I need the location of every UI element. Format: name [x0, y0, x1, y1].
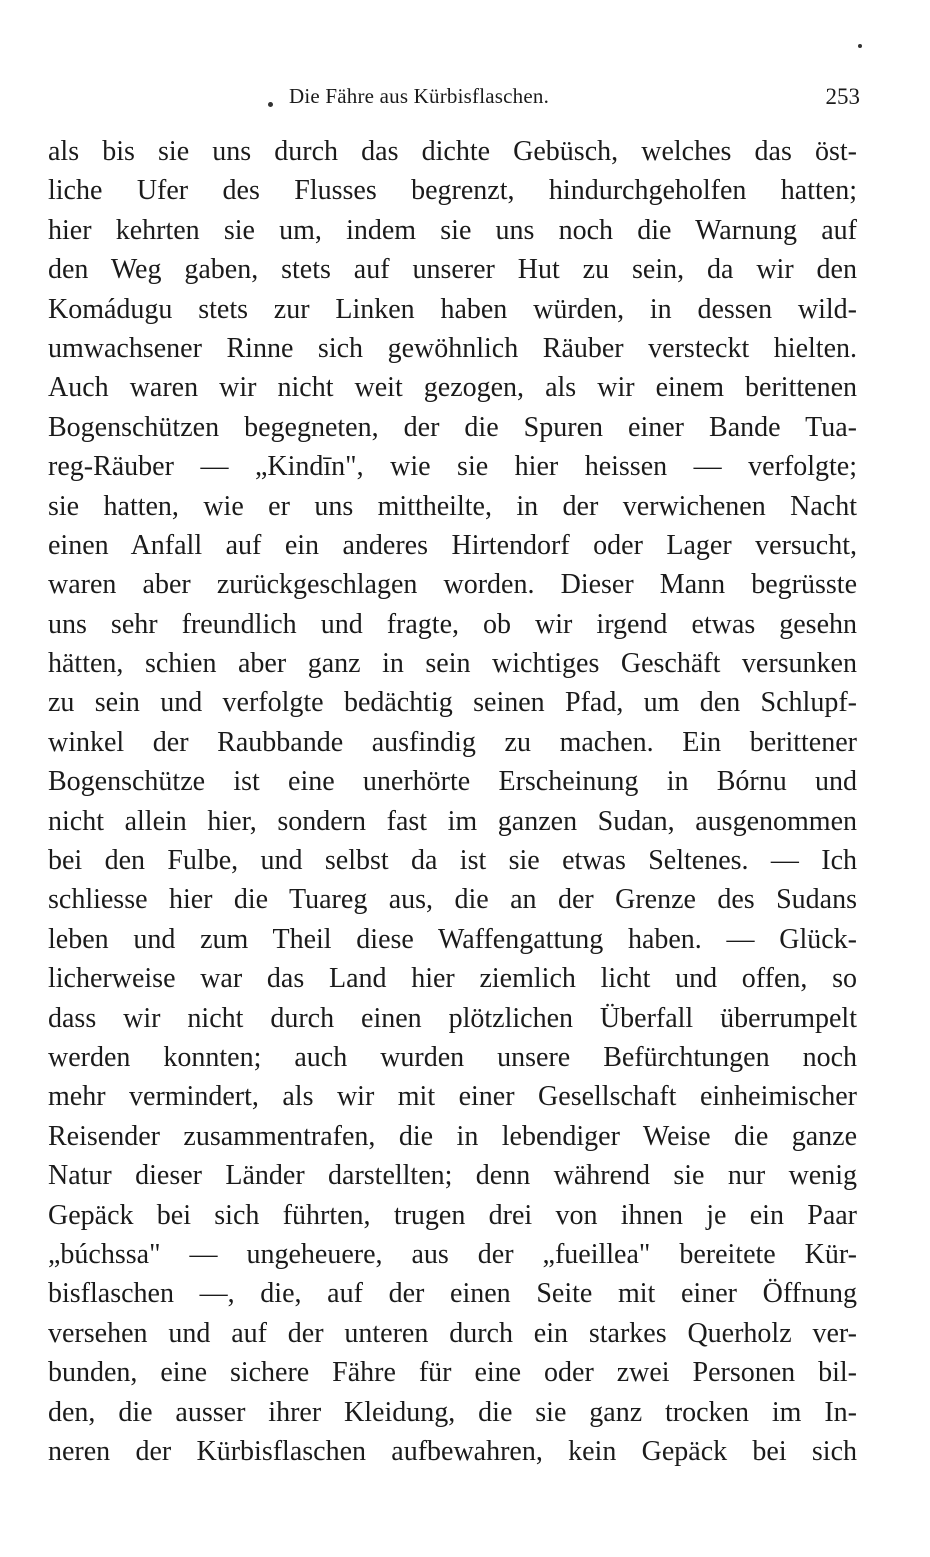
- text-line: zu sein und verfolgte bedächtig seinen Pfad, um den Schlupf-: [48, 687, 857, 719]
- text-line: den Weg gaben, stets auf unserer Hut zu sein, da wir den: [48, 254, 857, 286]
- text-line: uns sehr freundlich und fragte, ob wir irgend etwas gesehn: [48, 608, 857, 640]
- text-line: versehen und auf der unteren durch ein starkes Querholz ver-: [48, 1317, 857, 1349]
- text-line: Komádugu stets zur Linken haben würden, in dessen wild-: [48, 293, 857, 325]
- text-line: werden konnten; auch wurden unsere Befürchtungen noch: [48, 1041, 857, 1073]
- ink-speck: [858, 44, 862, 48]
- text-line: hier kehrten sie um, indem sie uns noch die Warnung auf: [48, 214, 857, 246]
- text-line: bisflaschen —, die, auf der einen Seite mit einer Öffnung: [48, 1278, 857, 1310]
- running-title: Die Fähre aus Kürbisflaschen.: [289, 84, 550, 108]
- text-line: umwachsener Rinne sich gewöhnlich Räuber versteckt hielten.: [48, 332, 857, 364]
- text-line: nicht allein hier, sondern fast im ganzen Sudan, ausgenommen: [48, 805, 857, 837]
- text-line: als bis sie uns durch das dichte Gebüsch, welches das öst-: [48, 136, 857, 167]
- text-line: Bogenschütze ist eine unerhörte Erscheinung in Bórnu und: [48, 766, 857, 798]
- text-line: Gepäck bei sich führten, trugen drei von ihnen je ein Paar: [48, 1199, 857, 1231]
- text-line: Natur dieser Länder darstellten; denn während sie nur wenig: [48, 1160, 857, 1192]
- text-line: dass wir nicht durch einen plötzlichen Überfall überrumpelt: [48, 1002, 857, 1034]
- text-line: liche Ufer des Flusses begrenzt, hindurchgeholfen hatten;: [48, 175, 857, 207]
- text-line: reg-Räuber — „Kindīn", wie sie hier heissen — verfolgte;: [48, 451, 857, 483]
- text-line: bunden, eine sichere Fähre für eine oder zwei Personen bil-: [48, 1357, 857, 1389]
- text-line: Reisender zusammentrafen, die in lebendiger Weise die ganze: [48, 1120, 857, 1152]
- text-line: winkel der Raubbande ausfindig zu machen. Ein berittener: [48, 726, 857, 758]
- page-number: 253: [825, 84, 860, 109]
- text-line: bei den Fulbe, und selbst da ist sie etwas Seltenes. — Ich: [48, 845, 857, 877]
- text-line: einen Anfall auf ein anderes Hirtendorf oder Lager versucht,: [48, 529, 857, 561]
- text-line: licherweise war das Land hier ziemlich licht und offen, so: [48, 963, 857, 995]
- body-text: [48, 132, 857, 1471]
- text-line: waren aber zurückgeschlagen worden. Dieser Mann begrüsste: [48, 569, 857, 601]
- text-line: sie hatten, wie er uns mittheilte, in der verwichenen Nacht: [48, 490, 857, 522]
- text-line: mehr vermindert, als wir mit einer Gesellschaft einheimischer: [48, 1081, 857, 1113]
- text-line: den, die ausser ihrer Kleidung, die sie ganz trocken im In-: [48, 1396, 857, 1428]
- text-line: neren der Kürbisflaschen aufbewahren, kein Gepäck bei sich: [48, 1435, 857, 1467]
- text-line: „búchssa" — ungeheuere, aus der „fueillea" bereitete Kür-: [48, 1238, 857, 1270]
- text-line: Bogenschützen begegneten, der die Spuren einer Bande Tua-: [48, 411, 857, 443]
- text-line: schliesse hier die Tuareg aus, die an der Grenze des Sudans: [48, 884, 857, 916]
- text-line: Auch waren wir nicht weit gezogen, als wir einem berittenen: [48, 372, 857, 404]
- text-line: leben und zum Theil diese Waffengattung haben. — Glück-: [48, 923, 857, 955]
- text-line: hätten, schien aber ganz in sein wichtiges Geschäft versunken: [48, 648, 857, 680]
- running-header: [0, 78, 930, 122]
